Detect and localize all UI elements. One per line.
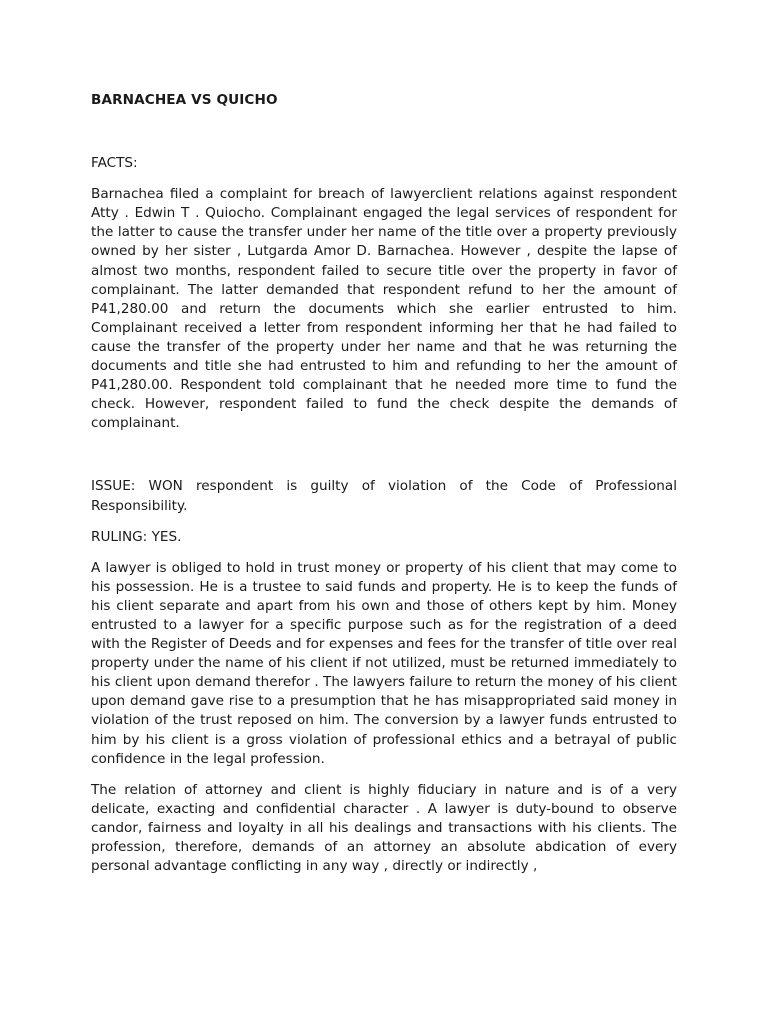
ruling-paragraph-1: A lawyer is obliged to hold in trust money or property of his client that may come to his possession. He is a trustee to said funds and property. He is to keep the funds of his client separate and apart from his own and those of others kept by him. Money entrusted to a lawyer for a specific purpose such as for the registration of a deed with the Register of Deeds and for expenses and fees for the transfer of title over real property under the name of his client if not utilized, must be returned immediately to his client upon demand therefor . The lawyers failure to return the money of his client upon demand gave rise to a presumption that he has misappropriated said money in violation of the trust reposed on him. The conversion by a lawyer funds entrusted to him by his client is a gross violation of professional ethics and a betrayal of public confidence in the legal profession. <box>91 559 677 767</box>
facts-paragraph: Barnachea filed a complaint for breach of lawyerclient relations against respondent Atty . Edwin T . Quiocho. Complainant engaged the legal services of respondent for the latter to cause the transfer under her name of the title over a property previously owned by her sister , Lutgarda Amor D. Barnachea. However , despite the lapse of almost two months, respondent failed to secure title over the property in favor of complainant. The latter demanded that respondent refund to her the amount of P41,280.00 and return the documents which she earlier entrusted to him. Complainant received a letter from respondent informing her that he had failed to cause the transfer of the property under her name and that he was returning the documents and title she had entrusted to him and refunding to her the amount of P41,280.00. Respondent told complainant that he needed more time to fund the check. However, respondent failed to fund the check despite the demands of complainant. <box>91 186 677 432</box>
ruling-paragraph-2: The relation of attorney and client is highly fiduciary in nature and is of a very delicate, exacting and confidential character . A lawyer is duty-bound to observe candor, fairness and loyalty in all his dealings and transactions with his clients. The profession, therefore, demands of an attorney an absolute abdication of every personal advantage conflicting in any way , directly or indirectly , <box>91 781 677 875</box>
issue-paragraph: ISSUE: WON respondent is guilty of violation of the Code of Professional Responsibility. <box>91 478 677 514</box>
document-title: BARNACHEA VS QUICHO <box>91 92 278 108</box>
facts-heading: FACTS: <box>91 155 138 172</box>
ruling-label: RULING: YES. <box>91 528 182 545</box>
document-page <box>91 91 677 876</box>
